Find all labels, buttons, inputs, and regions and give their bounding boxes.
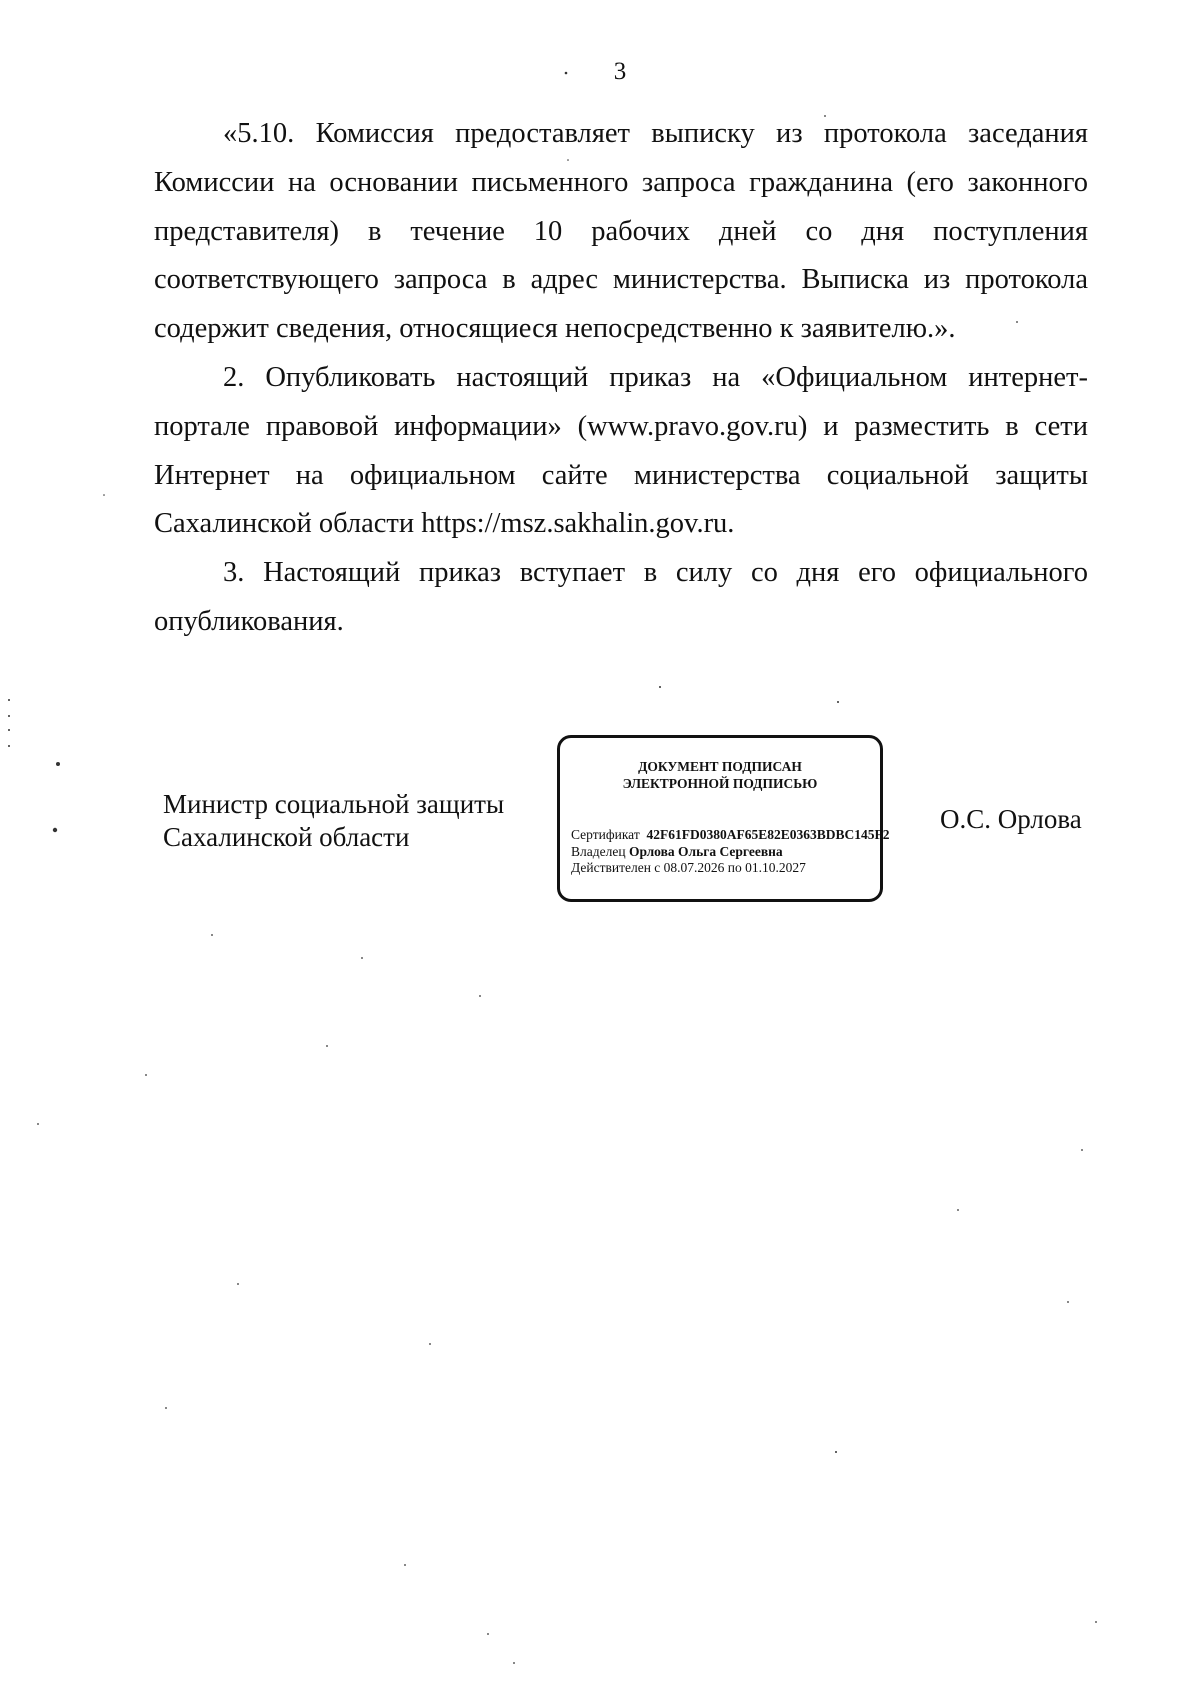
- page-number: 3: [613, 58, 627, 85]
- stamp-validity: Действителен с 08.07.2026 по 01.10.2027: [571, 860, 806, 875]
- document-body: [154, 110, 1088, 647]
- stamp-owner-value: Орлова Ольга Сергеевна: [628, 843, 783, 859]
- stamp-owner-row: [571, 844, 881, 861]
- signatory-position-line-1: Министр социальной защиты: [163, 789, 505, 819]
- paragraph-item-3: 3. Настоящий приказ вступает в силу со дня его официального опубликования.: [154, 557, 1088, 637]
- stamp-details: [571, 827, 890, 877]
- signatory-name: О.С. Орлова: [940, 804, 1082, 834]
- paragraph-clause-5-10: «5.10. Комиссия предоставляет выписку из протокола заседания Комиссии на основании письменного запроса гражданина (его законного представителя) в течение 10 рабочих дней со дня поступления соответствующего запроса в адрес министерства. Выписка из протокола содержит сведения, относящиеся непосредственно к заявителю.».: [154, 118, 1088, 345]
- stamp-heading-line-2: ЭЛЕКТРОННОЙ ПОДПИСЬЮ: [622, 776, 818, 791]
- stamp-certificate-label: Сертификат: [571, 827, 640, 842]
- stamp-heading: [560, 758, 880, 792]
- paragraph-item-2: 2. Опубликовать настоящий приказ на «Официальном интернет-портале правовой информации» (www.pravo.gov.ru) и разместить в сети Интернет на официальном сайте министерства социальной защиты Сахалинской области https://msz.sakhalin.gov.ru.: [154, 361, 1088, 540]
- stamp-heading-line-1: ДОКУМЕНТ ПОДПИСАН: [638, 759, 802, 774]
- stamp-certificate-row: [571, 827, 890, 844]
- electronic-signature-stamp: [557, 735, 890, 902]
- signatory-position: [163, 788, 504, 854]
- stamp-certificate-value: 42F61FD0380AF65E82E0363BDBC145F2: [646, 827, 890, 842]
- stamp-owner-label: Владелец: [571, 843, 626, 859]
- signatory-position-line-2: Сахалинской области: [163, 822, 410, 852]
